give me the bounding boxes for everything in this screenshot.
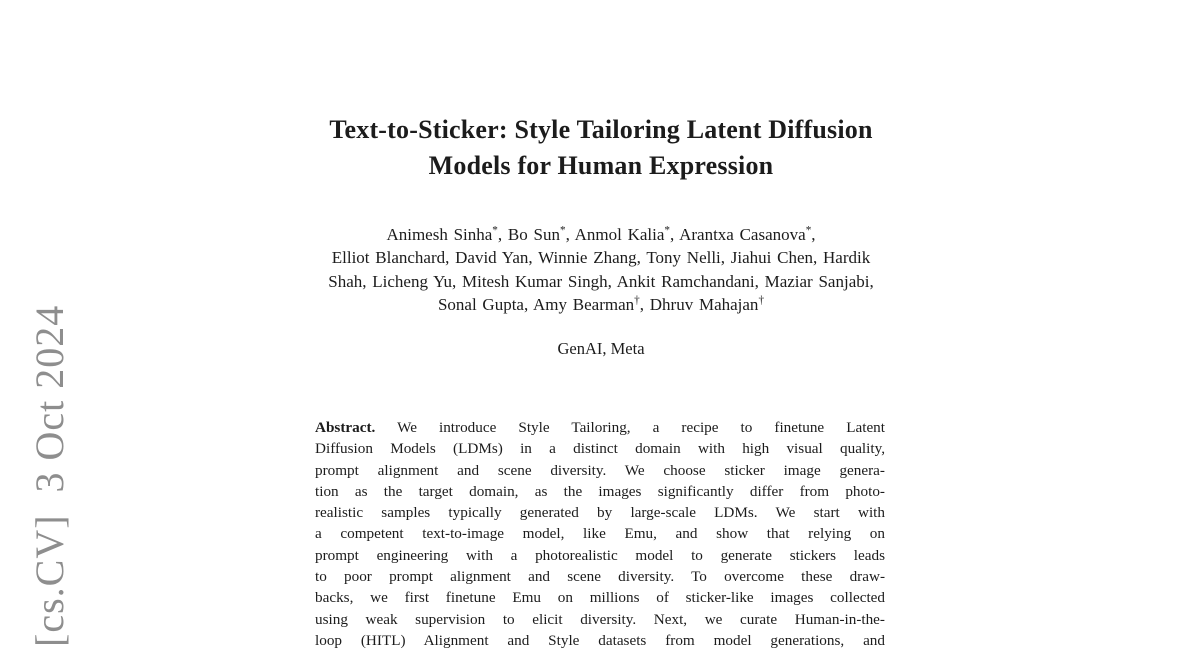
paper-title-line-2: Models for Human Expression: [428, 151, 774, 180]
abstract-first-line: [315, 417, 885, 438]
abstract-line: backs, we first finetune Emu on millions of sticker-like images collected: [315, 589, 885, 607]
paper-title: [265, 112, 937, 184]
abstract-section: [315, 417, 885, 648]
paper-content-column: [265, 0, 937, 648]
abstract-line: prompt engineering with a photorealistic model to generate stickers leads: [315, 546, 885, 564]
author-line: Sonal Gupta, Amy Bearman†, Dhruv Mahajan†: [437, 294, 765, 315]
abstract-line: prompt alignment and scene diversity. We choose sticker image genera-: [315, 461, 885, 479]
author-line: Shah, Licheng Yu, Mitesh Kumar Singh, Ankit Ramchandani, Maziar Sanjabi,: [328, 271, 874, 291]
abstract-line: loop (HITL) Alignment and Style datasets from model generations, and: [315, 631, 885, 648]
arxiv-stamp: [cs.CV] 3 Oct 2024: [27, 304, 72, 647]
abstract-line: realistic samples typically generated by large-scale LDMs. We start with: [315, 504, 885, 522]
abstract-line: Diffusion Models (LDMs) in a distinct domain with high visual quality,: [315, 440, 885, 458]
abstract-first-line-text: We introduce Style Tailoring, a recipe to finetune Latent: [397, 419, 885, 436]
abstract-line: tion as the target domain, as the images significantly differ from photo-: [315, 482, 885, 500]
abstract-line: a competent text-to-image model, like Emu, and show that relying on: [315, 525, 885, 543]
abstract-label: Abstract.: [315, 419, 376, 436]
author-list: [250, 223, 952, 317]
abstract-line: to poor prompt alignment and scene diversity. To overcome these draw-: [315, 568, 885, 586]
abstract-body: [315, 438, 885, 648]
paper-title-line-1: Text-to-Sticker: Style Tailoring Latent Diffusion: [329, 115, 873, 144]
author-line: Animesh Sinha*, Bo Sun*, Anmol Kalia*, Arantxa Casanova*,: [386, 224, 816, 244]
affiliation: GenAI, Meta: [557, 339, 645, 358]
author-line: Elliot Blanchard, David Yan, Winnie Zhang, Tony Nelli, Jiahui Chen, Hardik: [331, 248, 871, 268]
abstract-line: using weak supervision to elicit diversity. Next, we curate Human-in-the-: [315, 610, 885, 628]
